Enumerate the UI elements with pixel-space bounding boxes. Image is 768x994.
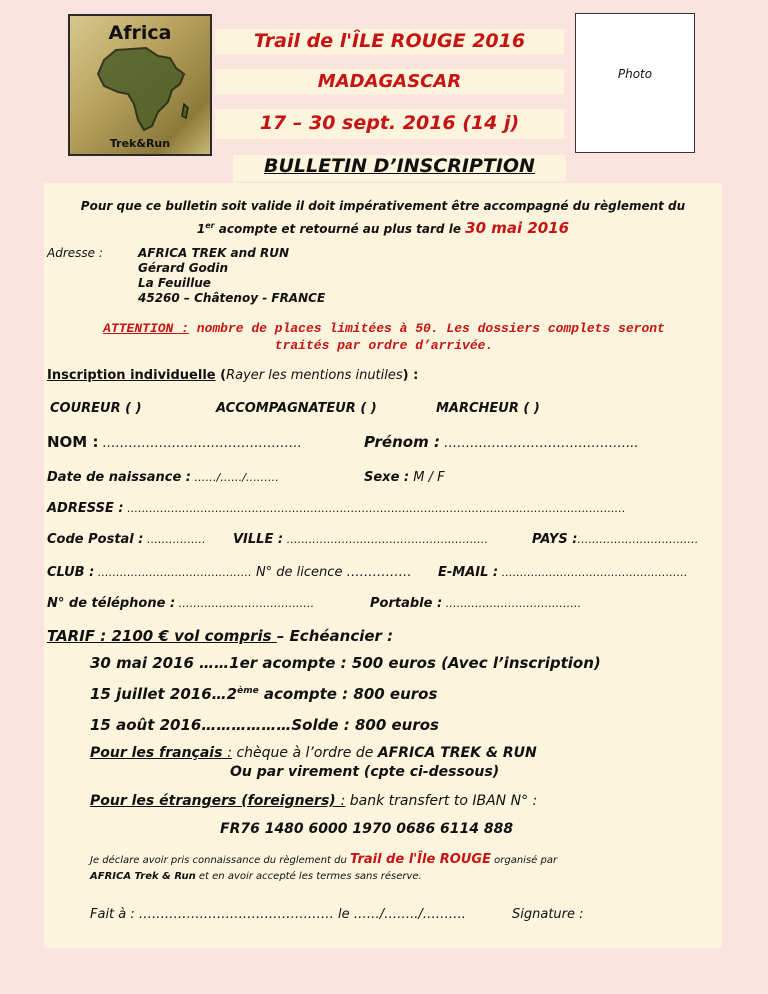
photo-label: Photo [617, 67, 653, 81]
portable-field[interactable] [370, 596, 581, 611]
fait-a-field[interactable]: Fait à : ……………………………………… [90, 907, 334, 922]
nom-value: ………………………………………. [98, 436, 302, 451]
payment-fr-text: chèque à l’ordre de [232, 745, 378, 761]
attention-notice [44, 320, 724, 354]
club-label: CLUB : [47, 565, 95, 580]
ville-label: VILLE : [233, 532, 284, 547]
tarif-heading-line [47, 627, 393, 645]
declaration-org: AFRICA Trek & Run [90, 871, 196, 882]
email-label: E-MAIL : [438, 565, 499, 580]
photo-box [575, 13, 695, 153]
pays-label: PAYS : [532, 532, 578, 547]
bulletin-title: BULLETIN D’INSCRIPTION [264, 155, 535, 177]
pays-field[interactable] [532, 532, 698, 547]
intro-text [44, 197, 722, 239]
declaration-text [90, 852, 557, 885]
adresse-label: ADRESSE : [47, 501, 124, 516]
pays-value: …………………………… [577, 533, 699, 546]
event-title: Trail de l'ÎLE ROUGE 2016 [253, 30, 526, 52]
nom-field[interactable] [47, 433, 302, 451]
adresse-field[interactable] [47, 501, 626, 516]
address-label: Adresse : [47, 246, 103, 260]
tarif-line-3: 15 août 2016………………Solde : 800 euros [90, 716, 439, 734]
intro-ordinal-suffix: er [205, 221, 215, 230]
sexe-value: M / F [409, 470, 445, 485]
event-dates: 17 – 30 sept. 2016 (14 j) [259, 112, 520, 134]
tarif-line-2-suffix: ème [237, 686, 259, 696]
sexe-field[interactable] [364, 470, 445, 485]
payment-intl-text: bank transfert to IBAN N° : [345, 793, 538, 809]
logo-bottom-text: Trek&Run [109, 137, 171, 150]
prenom-field[interactable] [364, 433, 638, 451]
cp-label: Code Postal : [47, 532, 144, 547]
attention-text-1: nombre de places limitées à 50. Les dossiers complets seront [188, 321, 665, 336]
signature-field[interactable]: Signature : [512, 907, 584, 922]
intro-line-2-text: acompte et retourné au plus tard le [214, 222, 466, 236]
tarif-line-2 [90, 685, 437, 703]
tarif-heading: TARIF : 2100 € vol compris [47, 627, 277, 645]
inscription-note-open: ( [215, 368, 227, 383]
address-line: 45260 – Châtenoy - FRANCE [138, 291, 326, 305]
payment-fr-virement: Ou par virement (cpte ci-dessous) [230, 764, 500, 780]
address-block [138, 246, 325, 306]
portable-value: ………………………………. [442, 597, 582, 610]
sexe-label: Sexe : [364, 470, 410, 485]
club-value: …………………………………… [94, 566, 252, 579]
cp-field[interactable] [47, 532, 205, 547]
iban-number: FR76 1480 6000 1970 0686 6114 888 [220, 821, 514, 837]
address-line: AFRICA TREK and RUN [138, 246, 289, 260]
event-country: MADAGASCAR [317, 71, 462, 92]
ddn-value: ……/……/……… [191, 471, 279, 484]
payment-intl-colon: : [340, 793, 346, 809]
ville-field[interactable] [233, 532, 488, 547]
tel-value: ………………………………. [175, 597, 315, 610]
dates-band [215, 109, 564, 139]
payment-fr-payee: AFRICA TREK & RUN [377, 745, 537, 761]
tarif-line-1: 30 mai 2016 ……1er acompte : 500 euros (Avec l’inscription) [90, 654, 601, 672]
date-field[interactable]: le ……/……../………. [338, 907, 466, 922]
declaration-line-1 [90, 852, 557, 869]
payment-intl-line [90, 793, 537, 809]
ville-value: ……………………………………….……… [283, 533, 489, 546]
option-marcheur[interactable]: MARCHEUR ( ) [436, 401, 540, 416]
country-band [215, 69, 564, 94]
intro-deadline: 30 mai 2016 [465, 219, 570, 237]
payment-fr-label: Pour les français [90, 745, 228, 761]
declaration-text-1: Je déclare avoir pris connaissance du règlement du [90, 855, 350, 866]
cp-value: ……………. [143, 533, 206, 546]
portable-label: Portable : [370, 596, 443, 611]
declaration-text-3: et en avoir accepté les termes sans réserve. [195, 871, 422, 882]
inscription-note-close: ) : [402, 368, 419, 383]
licence-label: N° de licence …………… [251, 565, 412, 580]
prenom-label: Prénom : [364, 433, 440, 451]
ddn-label: Date de naissance : [47, 470, 192, 485]
telephone-field[interactable] [47, 596, 314, 611]
tarif-line-2-text: acompte : 800 euros [258, 685, 438, 703]
adresse-value: …………………………………………………………………………………………………………………….… [123, 502, 626, 515]
declaration-line-2 [90, 869, 557, 885]
address-line: Gérard Godin [138, 261, 229, 275]
payment-intl-label: Pour les étrangers (foreigners) [90, 793, 341, 809]
date-naissance-field[interactable] [47, 470, 279, 485]
tel-label: N° de téléphone : [47, 596, 176, 611]
inscription-note: Rayer les mentions inutiles [226, 368, 403, 383]
email-value: ………..………………..………..……… [498, 566, 688, 579]
address-line: La Feuillue [138, 276, 211, 290]
attention-line-2: traités par ordre d’arrivée. [274, 338, 494, 353]
nom-label: NOM : [47, 433, 99, 451]
prenom-value: ……………………………………... [439, 436, 639, 451]
intro-line-1: Pour que ce bulletin soit valide il doit impérativement être accompagné du règlement du [80, 199, 686, 213]
inscription-heading-line [47, 368, 418, 383]
africa-trek-run-logo [68, 14, 212, 156]
attention-line-1 [44, 320, 724, 337]
intro-line-2 [44, 216, 722, 239]
payment-fr-colon: : [227, 745, 233, 761]
payment-fr-line [90, 745, 537, 761]
inscription-heading: Inscription individuelle [47, 368, 216, 383]
bulletin-band [233, 155, 566, 181]
email-field[interactable] [438, 565, 688, 580]
title-band [215, 29, 564, 54]
tarif-schedule-label: – Echéancier : [276, 627, 394, 645]
club-field[interactable] [47, 565, 412, 580]
declaration-event: Trail de l'Île ROUGE [350, 852, 491, 867]
declaration-text-2: organisé par [490, 855, 558, 866]
attention-label: ATTENTION : [103, 321, 189, 336]
logo-top-text: Africa [108, 22, 172, 44]
option-accompagnateur[interactable]: ACCOMPAGNATEUR ( ) [216, 401, 377, 416]
intro-ordinal: 1 [196, 222, 206, 236]
africa-map-icon [88, 46, 196, 134]
tarif-line-2-date: 15 juillet 2016…2 [90, 685, 238, 703]
option-coureur[interactable]: COUREUR ( ) [50, 401, 142, 416]
